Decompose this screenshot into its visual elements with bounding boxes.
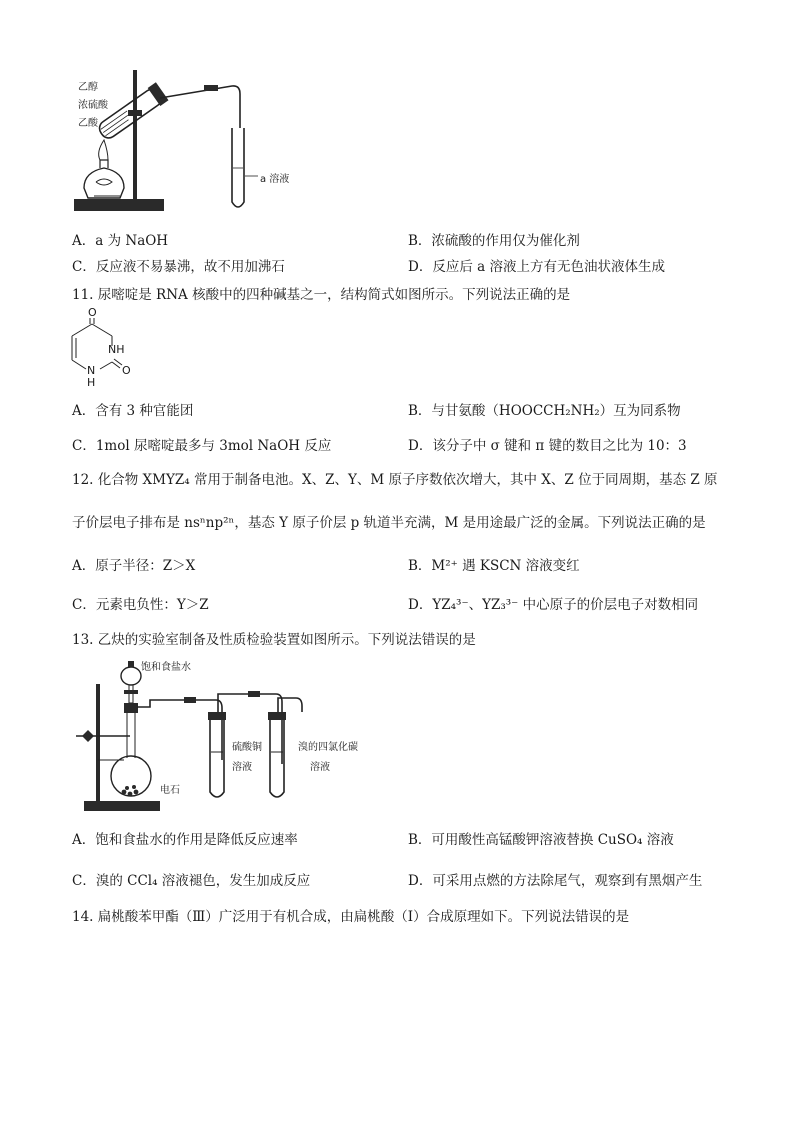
q11-option-b[interactable]: B．与甘氨酸（HOOCCH₂NH₂）互为同系物 [408, 403, 681, 419]
q13-option-b[interactable]: B．可用酸性高锰酸钾溶液替换 CuSO₄ 溶液 [408, 832, 674, 848]
q11-option-d[interactable]: D．该分子中 σ 键和 π 键的数目之比为 10：3 [408, 438, 687, 454]
q13-option-a[interactable]: A．饱和食盐水的作用是降低反应速率 [72, 832, 298, 848]
q12-stem-line1: 12. 化合物 XMYZ₄ 常用于制备电池。X、Z、Y、M 原子序数依次增大，其中 X、Z 位于同周期，基态 Z 原 [72, 472, 718, 488]
uracil-n-bottom: N [87, 364, 96, 377]
q13-option-d[interactable]: D．可采用点燃的方法除尾气，观察到有黑烟产生 [408, 873, 703, 889]
q12-option-a[interactable]: A．原子半径：Z＞X [72, 558, 196, 574]
q11-option-c[interactable]: C．1mol 尿嘧啶最多与 3mol NaOH 反应 [72, 438, 332, 454]
q14-stem: 14. 扁桃酸苯甲酯（Ⅲ）广泛用于有机合成，由扁桃酸（Ⅰ）合成原理如下。下列说法错误的是 [72, 909, 630, 925]
q11-stem: 11. 尿嘧啶是 RNA 核酸中的四种碱基之一，结构简式如图所示。下列说法正确的是 [72, 287, 571, 303]
q13-stem: 13. 乙炔的实验室制备及性质检验装置如图所示。下列说法错误的是 [72, 632, 476, 648]
label-conc-sulfuric-acid: 浓硫酸 [78, 100, 108, 111]
label-ethanol: 乙醇 [78, 82, 98, 93]
q12-option-b[interactable]: B．M²⁺ 遇 KSCN 溶液变红 [408, 558, 580, 574]
label-cuso4-solution-1: 硫酸铜 [232, 742, 262, 753]
uracil-nh-right: NH [108, 343, 125, 356]
label-bromine-ccl4-1: 溴的四氯化碳 [298, 742, 358, 753]
q10-option-d[interactable]: D．反应后 a 溶液上方有无色油状液体生成 [408, 259, 665, 275]
uracil-o-top: O [88, 306, 97, 319]
q12-option-c[interactable]: C．元素电负性：Y＞Z [72, 597, 209, 613]
q11-option-a[interactable]: A．含有 3 种官能团 [72, 403, 194, 419]
q13-option-c[interactable]: C．溴的 CCl₄ 溶液褪色，发生加成反应 [72, 873, 311, 889]
label-calcium-carbide: 电石 [160, 785, 180, 796]
label-cuso4-solution-2: 溶液 [232, 762, 252, 773]
q12-stem-line2: 子价层电子排布是 nsⁿnp²ⁿ，基态 Y 原子价层 p 轨道半充满，M 是用途最广泛的金属。下列说法正确的是 [72, 515, 706, 531]
label-bromine-ccl4-2: 溶液 [310, 762, 330, 773]
label-saturated-brine: 饱和食盐水 [141, 662, 191, 673]
label-acetic-acid: 乙酸 [78, 118, 98, 129]
q10-option-b[interactable]: B．浓硫酸的作用仅为催化剂 [408, 233, 580, 249]
uracil-o-right: O [122, 364, 131, 377]
q12-option-d[interactable]: D．YZ₄³⁻、YZ₃³⁻ 中心原子的价层电子对数相同 [408, 597, 699, 613]
uracil-h-bottom: H [87, 376, 96, 389]
label-a-solution: a 溶液 [260, 174, 290, 185]
q10-option-c[interactable]: C．反应液不易暴沸，故不用加沸石 [72, 259, 285, 275]
q10-option-a[interactable]: A．a 为 NaOH [72, 233, 169, 249]
